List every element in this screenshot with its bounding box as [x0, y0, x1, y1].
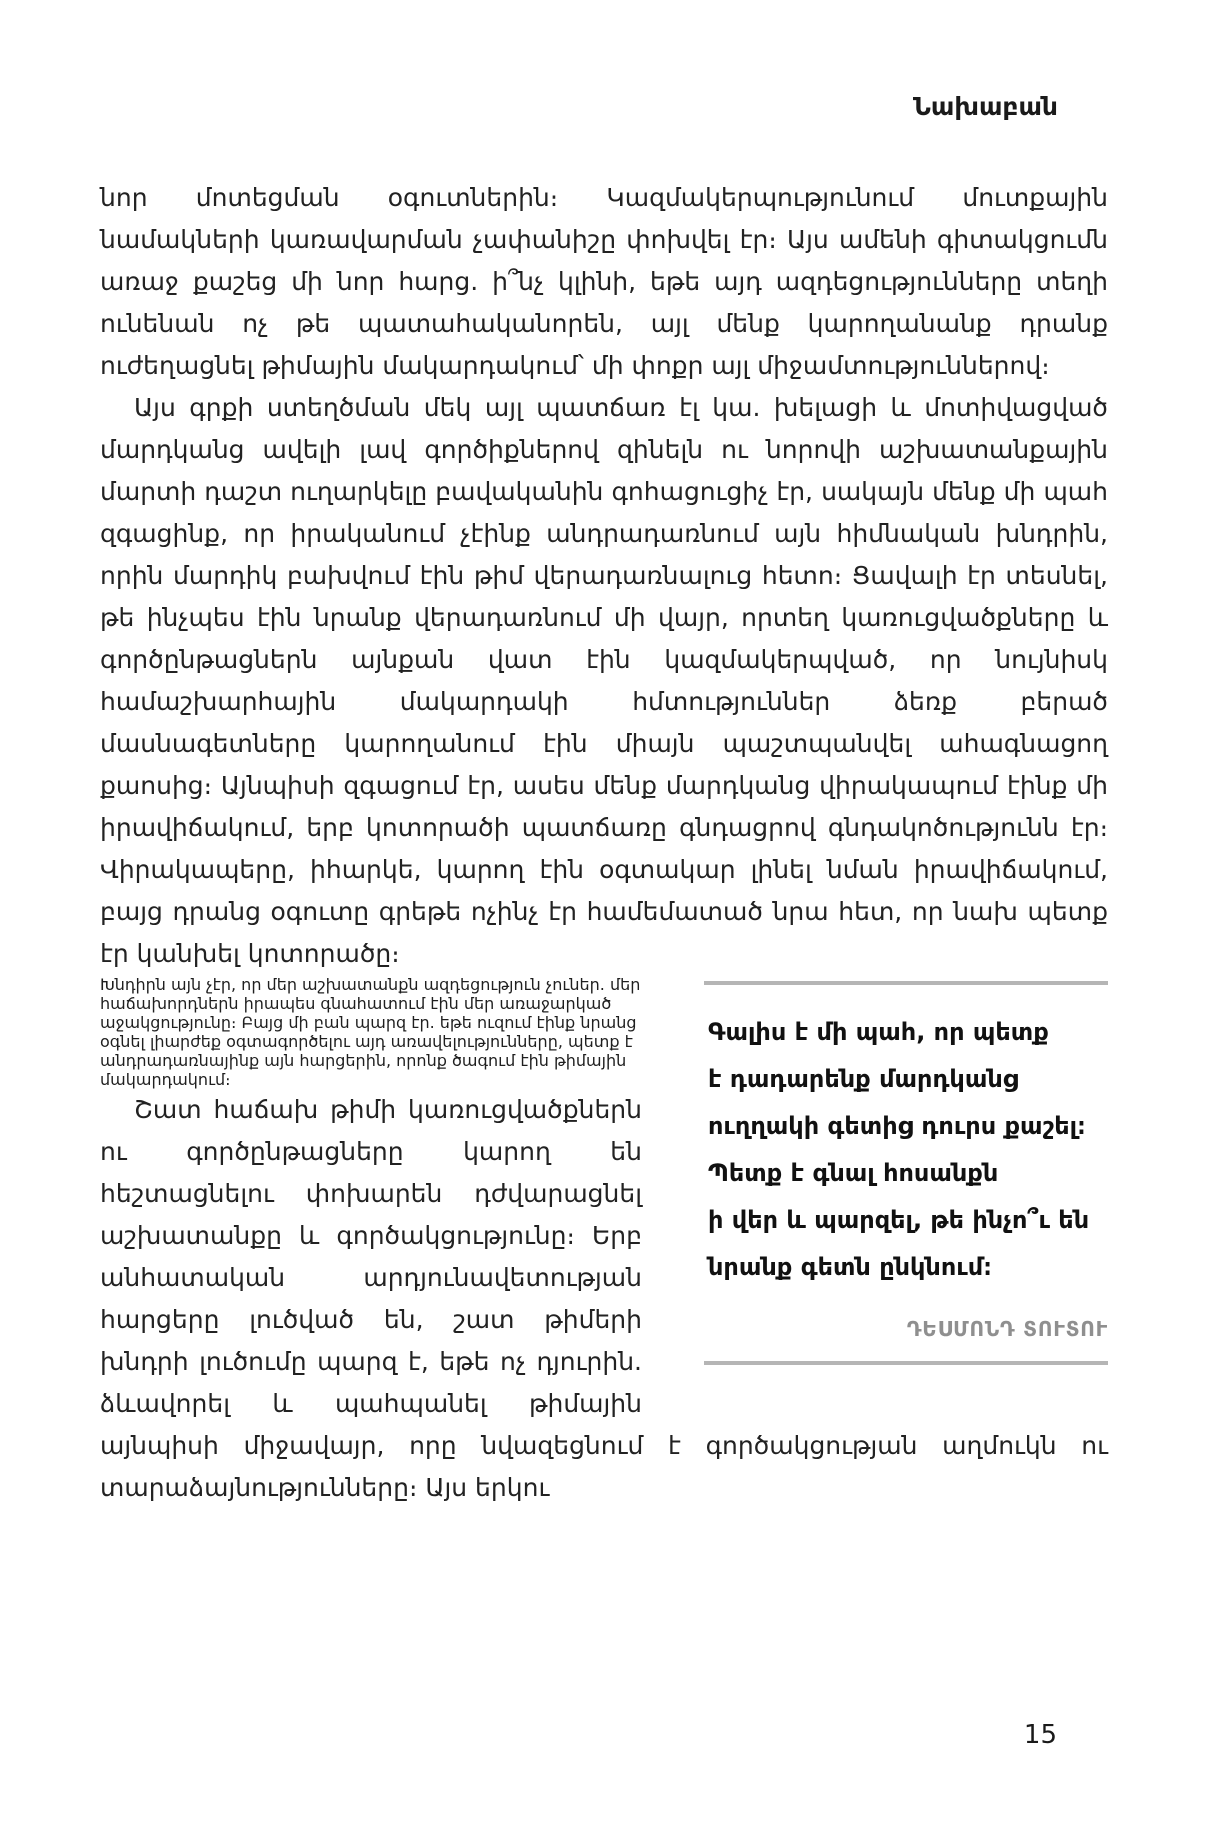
paragraph-2: Այս գրքի ստեղծման մեկ այլ պատճառ էլ կա. խելացի և մոտիվացված մարդկանց ավելի լավ գործիքներով զինելն ու նորովի աշխատանքային մարտի դաշտ ուղարկելը բավականին գոհացուցիչ էր, սակայն մենք մի պահ զգացինք, որ իրականում չէինք անդրադառնում այն հիմնական խնդրին, որին մարդիկ բախվում էին թիմ վերադառնալուց հետո։ Ցավալի էր տեսնել, թե ինչպես էին նրանք վերադառնում մի վայր, որտեղ կառուցվածքները և գործընթացներն այնքան վատ էին կազմակերպված, որ նույնիսկ համաշխարհային մակարդակի հմտություններ ձեռք բերած մասնագետները կարողանում էին միայն պաշտպանվել ահագնացող քաոսից։ Այնպիսի զգացում էր, ասես մենք մարդկանց վիրակապում էինք մի իրավիճակում, երբ կոտորածի պատճառը գնդացրով գնդակոծությունն էր։ Վիրակապերը, իհարկե, կարող էին օգտակար լինել նման իրավիճակում, բայց դրանց օգուտը գրեթե ոչինչ էր համեմատած նրա հետ, որ նախ պետք էր կանխել կոտորածը։	[100, 393, 1108, 968]
pullquote-body	[704, 985, 1108, 1361]
paragraph-3-text: Խնդիրն այն չէր, որ մեր աշխատանքն ազդեցություն չուներ. մեր հաճախորդներն իրապես գնահատում էին մեր առաջարկած աջակցությունը։ Բայց մի բան պարզ էր. եթե ուզում էինք նրանց օգնել լիարժեք օգտագործելու այդ առավելությունները, պետք է անդրադառնայինք այն հարցերին, որոնք ծագում էին թիմային մակարդակում։	[100, 975, 641, 1089]
pullquote-line: է դադարենք մարդկանց	[708, 1065, 1019, 1093]
paragraph-4: Շատ հաճախ թիմի կառուցվածքներն ու գործընթացները կարող են հեշտացնելու փոխարեն դժվարացնել աշխատանքը և գործակցությունը։ Երբ անհատական արդյունավետության հարցերը լուծված են, շատ թիմերի խնդրի լուծումը պարզ է, եթե ոչ դյուրին. ձևավորել և պահպանել թիմային այնպիսի միջավայր, որը նվազեցնում է գործակցության աղմուկն ու տարաձայնությունները։ Այս երկու	[100, 1095, 1108, 1502]
page-content	[100, 0, 1108, 1509]
body-text	[100, 177, 1108, 1509]
pullquote-rule-bottom	[704, 1361, 1108, 1365]
pullquote-line: ուղղակի գետից դուրս քաշել։	[708, 1112, 1086, 1140]
pullquote-line: նրանք գետն ընկնում։	[708, 1253, 992, 1281]
paragraph-1: նոր մոտեցման օգուտներին։ Կազմակերպությունում մուտքային նամակների կառավարման չափանիշը փոխվել էր։ Այս ամենի գիտակցումն առաջ քաշեց մի նոր հարց. ի՞նչ կլինի, եթե այդ ազդեցությունները տեղի ունենան ոչ թե պատահականորեն, այլ մենք կարողանանք դրանք ուժեղացնել թիմային մակարդակում՝ մի փոքր այլ միջամտություններով։	[100, 183, 1108, 380]
page-number: 15	[1023, 1720, 1057, 1750]
pullquote-line: Պետք է գնալ հոսանքն	[708, 1159, 999, 1187]
pullquote-line: ի վեր և պարզել, թե ինչո՞ւ են	[708, 1206, 1090, 1234]
pull-quote	[704, 981, 1108, 1365]
running-head: Նախաբան	[913, 92, 1058, 121]
pullquote-attribution: ԴԵՍՄՈՆԴ ՏՈՒՏՈՒ	[906, 1317, 1108, 1341]
pullquote-line: Գալիս է մի պահ, որ պետք	[708, 1018, 1049, 1046]
